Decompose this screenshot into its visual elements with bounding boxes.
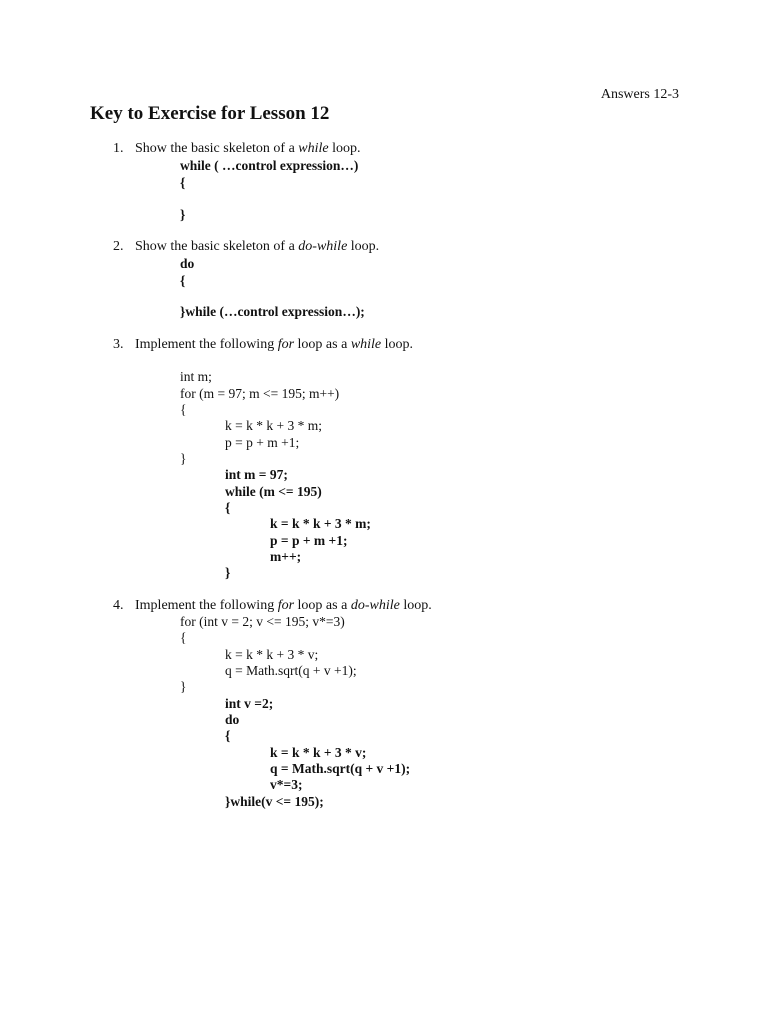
code-line: int m; bbox=[180, 369, 212, 384]
question-text: Implement the following bbox=[135, 337, 278, 352]
question-text: loop. bbox=[381, 337, 414, 352]
answer-line: p = p + m +1; bbox=[270, 533, 348, 548]
question-text: Show the basic skeleton of a bbox=[135, 239, 299, 254]
answer-line: { bbox=[225, 728, 231, 743]
question-number: 4. bbox=[113, 598, 124, 613]
question-text: loop. bbox=[399, 598, 432, 613]
question-number: 2. bbox=[113, 239, 124, 254]
code-line: k = k * k + 3 * v; bbox=[225, 647, 319, 662]
code-line: k = k * k + 3 * m; bbox=[225, 418, 322, 433]
code-line: } bbox=[180, 451, 187, 466]
question-keyword: do-while bbox=[298, 239, 348, 254]
answer-line: k = k * k + 3 * v; bbox=[270, 745, 367, 760]
answer-line: int m = 97; bbox=[225, 467, 288, 482]
answer-line: int v =2; bbox=[225, 696, 274, 711]
question-3 bbox=[113, 337, 413, 353]
question-1 bbox=[113, 141, 361, 157]
question-text: loop. bbox=[328, 141, 361, 156]
question-text: Show the basic skeleton of a bbox=[135, 141, 299, 156]
page-label: Answers 12-3 bbox=[600, 87, 679, 102]
answer-line: do bbox=[225, 712, 240, 727]
answer-line: }while(v <= 195); bbox=[225, 794, 324, 809]
question-text: loop as a bbox=[294, 598, 351, 613]
answer-line: { bbox=[180, 273, 186, 288]
question-2 bbox=[113, 239, 379, 255]
answer-line: do bbox=[180, 256, 195, 271]
answer-line: while ( …control expression…) bbox=[180, 158, 359, 173]
answer-line: { bbox=[225, 500, 231, 515]
question-keyword: while bbox=[298, 141, 329, 156]
question-keyword: while bbox=[350, 337, 382, 352]
code-line: q = Math.sqrt(q + v +1); bbox=[225, 663, 357, 678]
question-text: loop as a bbox=[294, 337, 351, 352]
answer-line: while (m <= 195) bbox=[225, 484, 322, 499]
page-title: Key to Exercise for Lesson 12 bbox=[90, 103, 330, 124]
answer-line: } bbox=[225, 565, 231, 580]
answer-line: } bbox=[180, 207, 186, 222]
question-keyword: for bbox=[277, 337, 295, 352]
question-text: Implement the following bbox=[135, 598, 278, 613]
question-keyword: for bbox=[277, 598, 295, 613]
answer-line: k = k * k + 3 * m; bbox=[270, 516, 371, 531]
code-line: } bbox=[180, 679, 187, 694]
answer-line: }while (…control expression…); bbox=[180, 304, 365, 319]
code-line: { bbox=[180, 402, 187, 417]
answer-line: m++; bbox=[270, 549, 302, 564]
question-text: loop. bbox=[347, 239, 380, 254]
answer-line: { bbox=[180, 175, 186, 190]
code-line: { bbox=[180, 630, 187, 645]
code-line: for (m = 97; m <= 195; m++) bbox=[180, 386, 340, 401]
question-number: 3. bbox=[113, 337, 124, 352]
answer-line: q = Math.sqrt(q + v +1); bbox=[270, 761, 411, 776]
code-line: for (int v = 2; v <= 195; v*=3) bbox=[180, 614, 345, 629]
question-number: 1. bbox=[113, 141, 124, 156]
answer-line: v*=3; bbox=[270, 777, 303, 792]
question-4 bbox=[113, 598, 432, 614]
code-line: p = p + m +1; bbox=[225, 435, 300, 450]
question-keyword: do-while bbox=[350, 598, 400, 613]
